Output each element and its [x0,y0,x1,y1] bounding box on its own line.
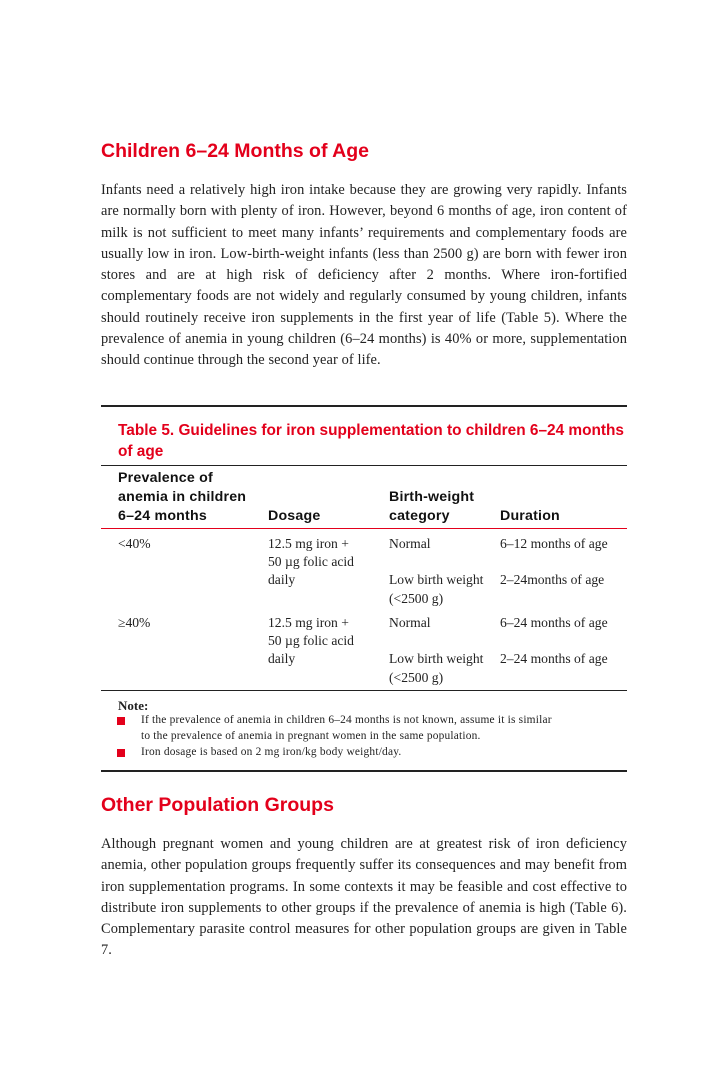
header-prevalence-line1: Prevalence of [118,470,213,486]
header-dosage: Dosage [268,508,321,524]
cell-birth-weight-sub: (<2500 g) [389,670,444,685]
section-heading-other-groups: Other Population Groups [101,794,334,816]
cell-prevalence: ≥40% [118,615,151,630]
table-header-bottom-rule [101,528,627,529]
cell-birth-weight-sub: (<2500 g) [389,591,444,606]
note-title: Note: [118,698,149,713]
cell-duration: 6–12 months of age [500,536,608,551]
section-body-children: Infants need a relatively high iron intake because they are growing very rapidly. Infants are normally born with plenty of iron. However, beyond 6 months of age, iron content of milk is not sufficient to meet many infants’ requirements and complementary foods are usually low in iron. Low-birth-weight infants (less than 2500 g) are born with fewer iron stores and are at high risk of deficiency after 2 months. Where iron-fortified complementary foods are not widely and regularly consumed by young children, infants should routinely receive iron supplements in the first year of life (Table 5). Where the prevalence of anemia in young children (6–24 months) is 40% or more, supplementation should continue through the second year of life. [101,182,627,369]
cell-dosage-line3: daily [268,572,296,587]
table-notes-rule [101,690,627,691]
note-item-line1: Iron dosage is based on 2 mg iron/kg body weight/day. [141,746,402,758]
header-prevalence-line3: 6–24 months [118,508,207,524]
header-birth-weight-line2: category [389,508,450,524]
header-prevalence-line2: anemia in children [118,489,247,505]
section-heading-children: Children 6–24 Months of Age [101,140,369,162]
cell-birth-weight: Normal [389,615,431,630]
table-top-rule [101,405,627,407]
header-birth-weight-line1: Birth-weight [389,489,475,505]
section-body-other-groups: Although pregnant women and young children are at greatest risk of iron deficiency anemia, other population groups frequently suffer its consequences and may benefit from iron supplementation programs. In some contexts it may be feasible and cost effective to distribute iron supplements to other groups if the prevalence of anemia is high (Table 6). Complementary parasite control measures for other population groups are given in Table 7. [101,836,627,959]
note-item-line1: If the prevalence of anemia in children 6–24 months is not known, assume it is similar [141,714,552,726]
table-header-top-rule [101,465,627,466]
cell-dosage-line2: 50 µg folic acid [268,554,354,569]
cell-prevalence: <40% [118,536,151,551]
table-caption: Table 5. Guidelines for iron supplementation to children 6–24 months of age [118,422,624,460]
cell-birth-weight: Low birth weight [389,651,484,666]
table-bottom-rule [101,770,627,772]
cell-duration: 2–24 months of age [500,651,608,666]
cell-dosage-line3: daily [268,651,296,666]
cell-dosage-line1: 12.5 mg iron + [268,536,349,551]
header-duration: Duration [500,508,560,524]
note-bullet-icon [117,749,125,757]
cell-duration: 6–24 months of age [500,615,608,630]
cell-dosage-line1: 12.5 mg iron + [268,615,349,630]
note-item-line2: to the prevalence of anemia in pregnant women in the same population. [141,730,481,742]
note-bullet-icon [117,717,125,725]
cell-birth-weight: Normal [389,536,431,551]
cell-duration: 2–24months of age [500,572,605,587]
cell-birth-weight: Low birth weight [389,572,484,587]
cell-dosage-line2: 50 µg folic acid [268,633,354,648]
